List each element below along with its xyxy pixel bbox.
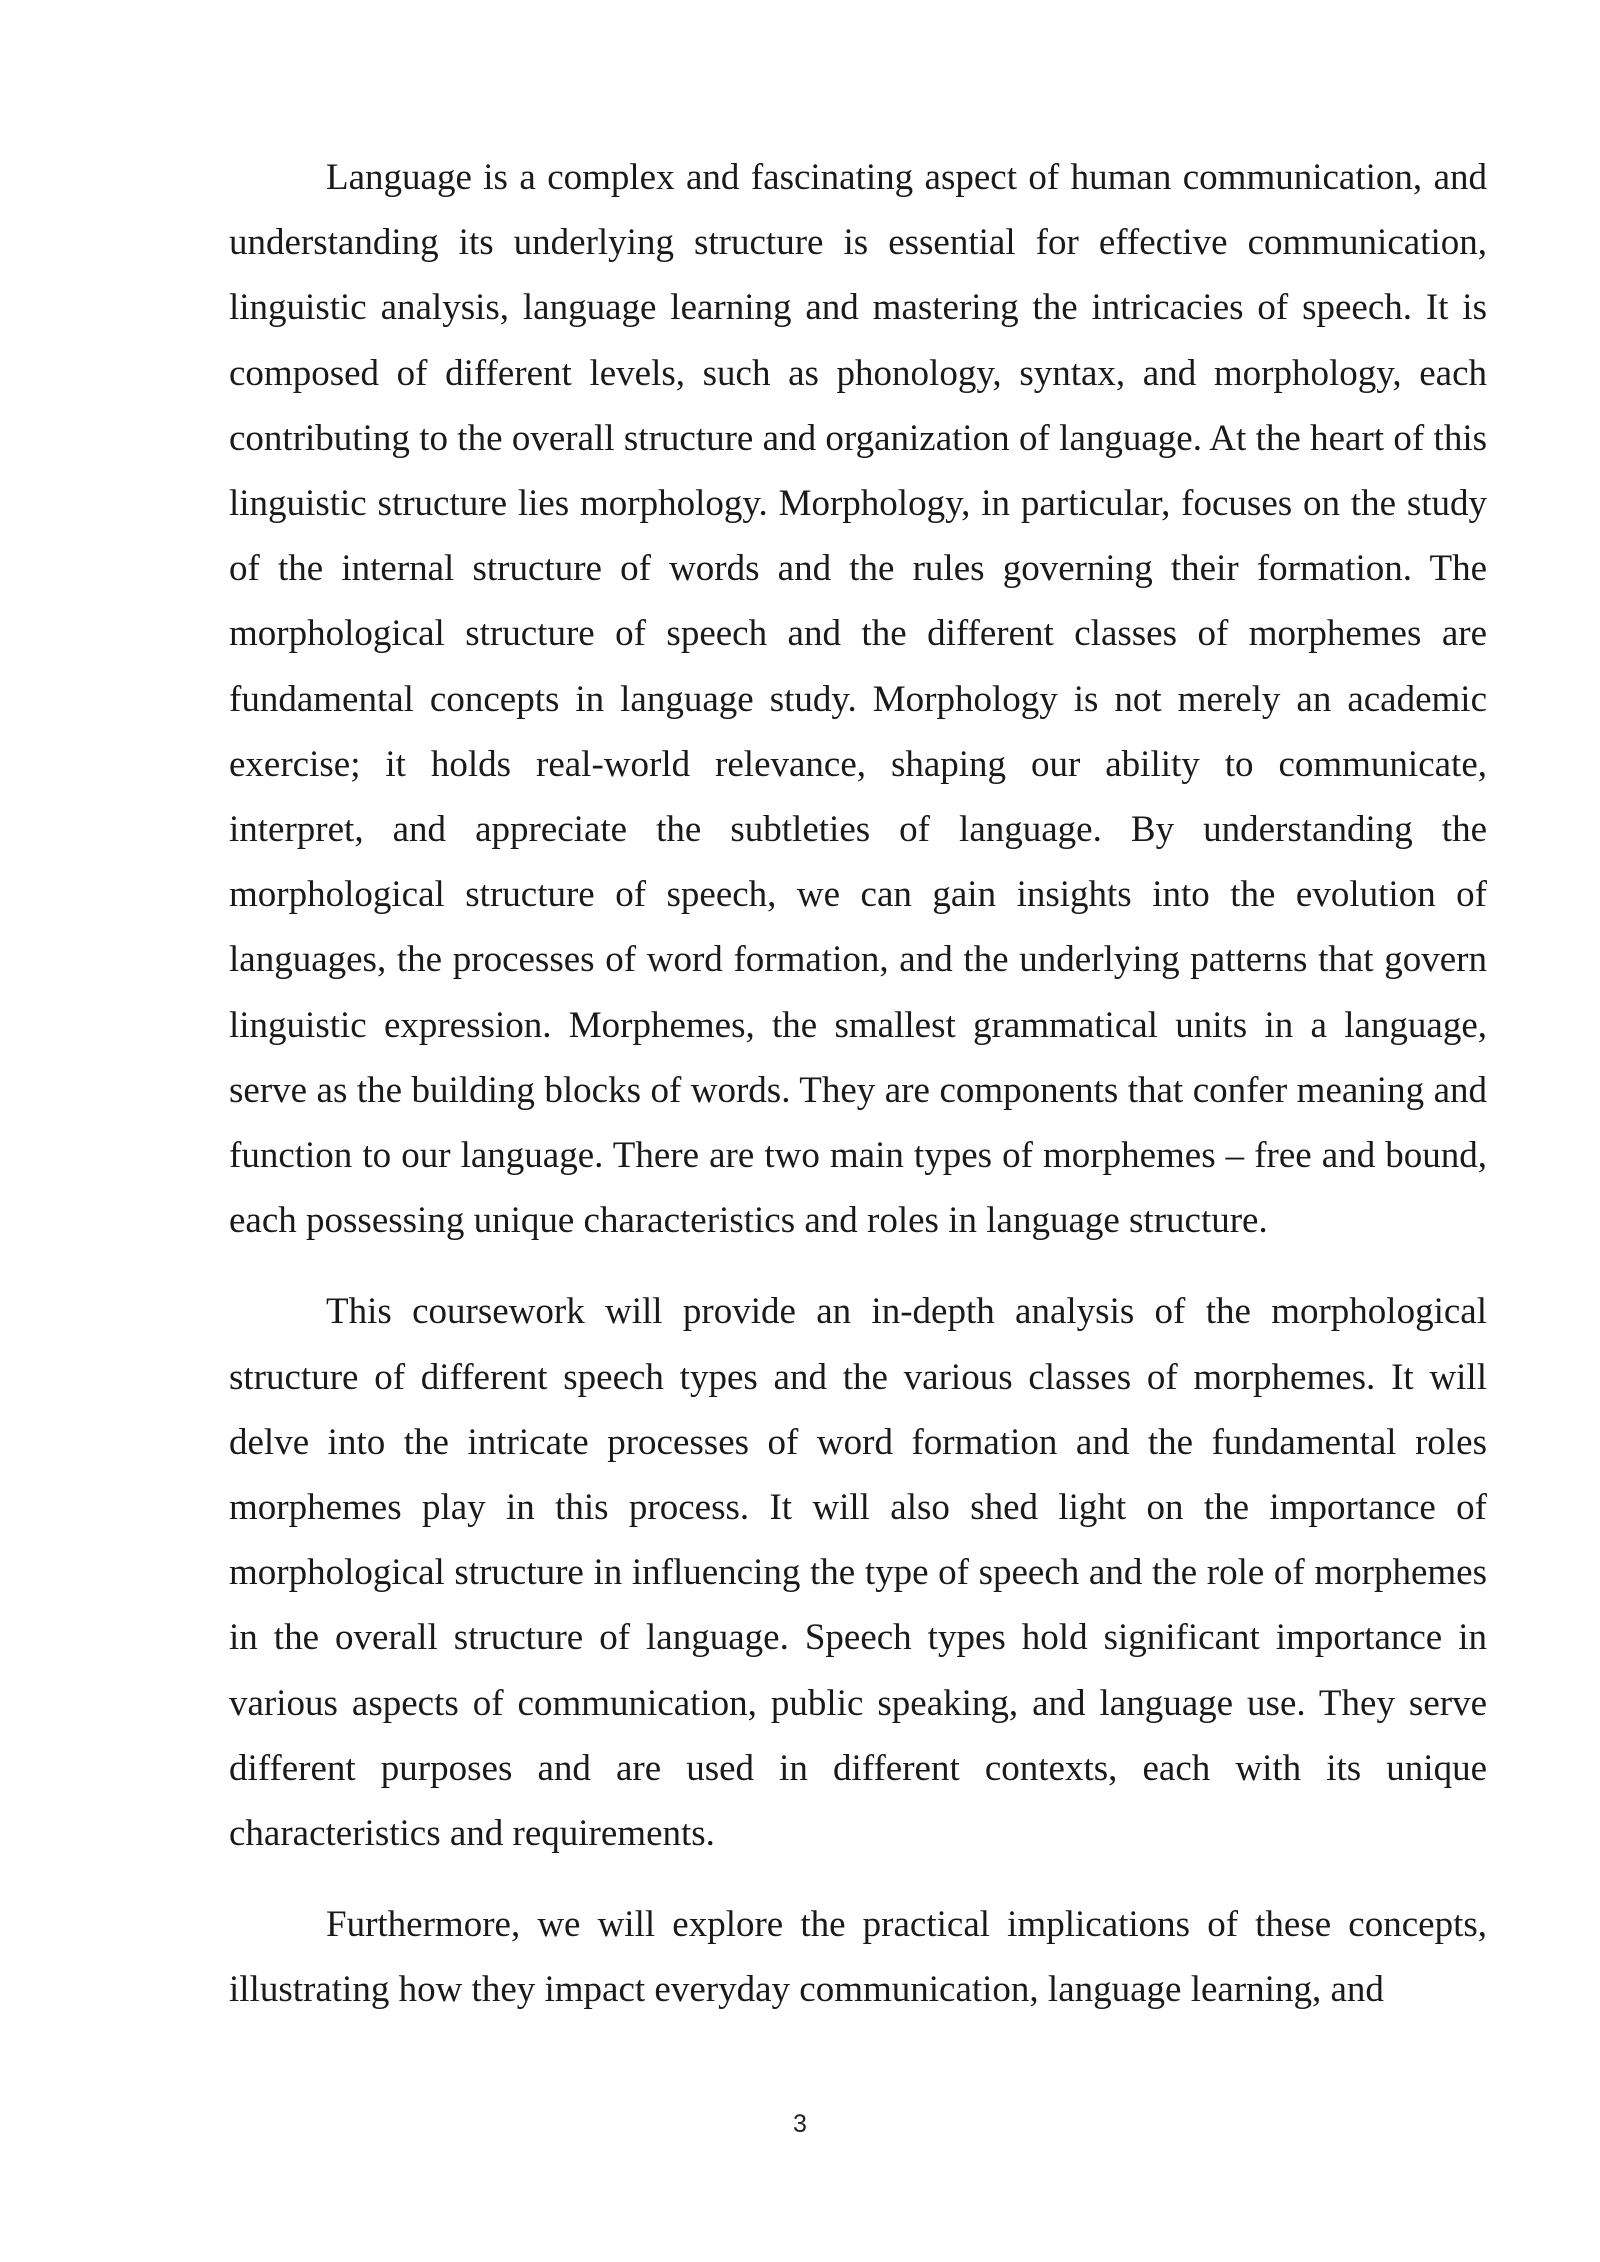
paragraph-intro: Language is a complex and fascinating aspect of human communication, and understanding its underlying structure is essential for effective communication, linguistic analysis, language learning and mastering the intricacies of speech. It is composed of different levels, such as phonology, syntax, and morphology, each contributing to the overall structure and organization of language. At the heart of this linguistic structure lies morphology. Morphology, in particular, focuses on the study of the internal structure of words and the rules governing their formation. The morphological structure of speech and the different classes of morphemes are fundamental concepts in language study. Morphology is not merely an academic exercise; it holds real-world relevance, shaping our ability to communicate, interpret, and appreciate the subtleties of language. By understanding the morphological structure of speech, we can gain insights into the evolution of languages, the processes of word formation, and the underlying patterns that govern linguistic expression. Morphemes, the smallest grammatical units in a language, serve as the building blocks of words. They are components that confer meaning and function to our language. There are two main types of morphemes – free and bound, each possessing unique characteristics and roles in language structure. (229, 157, 1487, 1242)
body-text (229, 145, 1487, 2049)
paragraph-furthermore: Furthermore, we will explore the practical implications of these concepts, illustrating how they impact everyday communication, language learning, and (229, 1904, 1487, 2011)
paragraph-coursework: This coursework will provide an in-depth analysis of the morphological structure of different speech types and the various classes of morphemes. It will delve into the intricate processes of word formation and the fundamental roles morphemes play in this process. It will also shed light on the importance of morphological structure in influencing the type of speech and the role of morphemes in the overall structure of language. Speech types hold significant importance in various aspects of communication, public speaking, and language use. They serve different purposes and are used in different contexts, each with its unique characteristics and requirements. (229, 1291, 1487, 1855)
page-number: 3 (793, 2110, 807, 2138)
